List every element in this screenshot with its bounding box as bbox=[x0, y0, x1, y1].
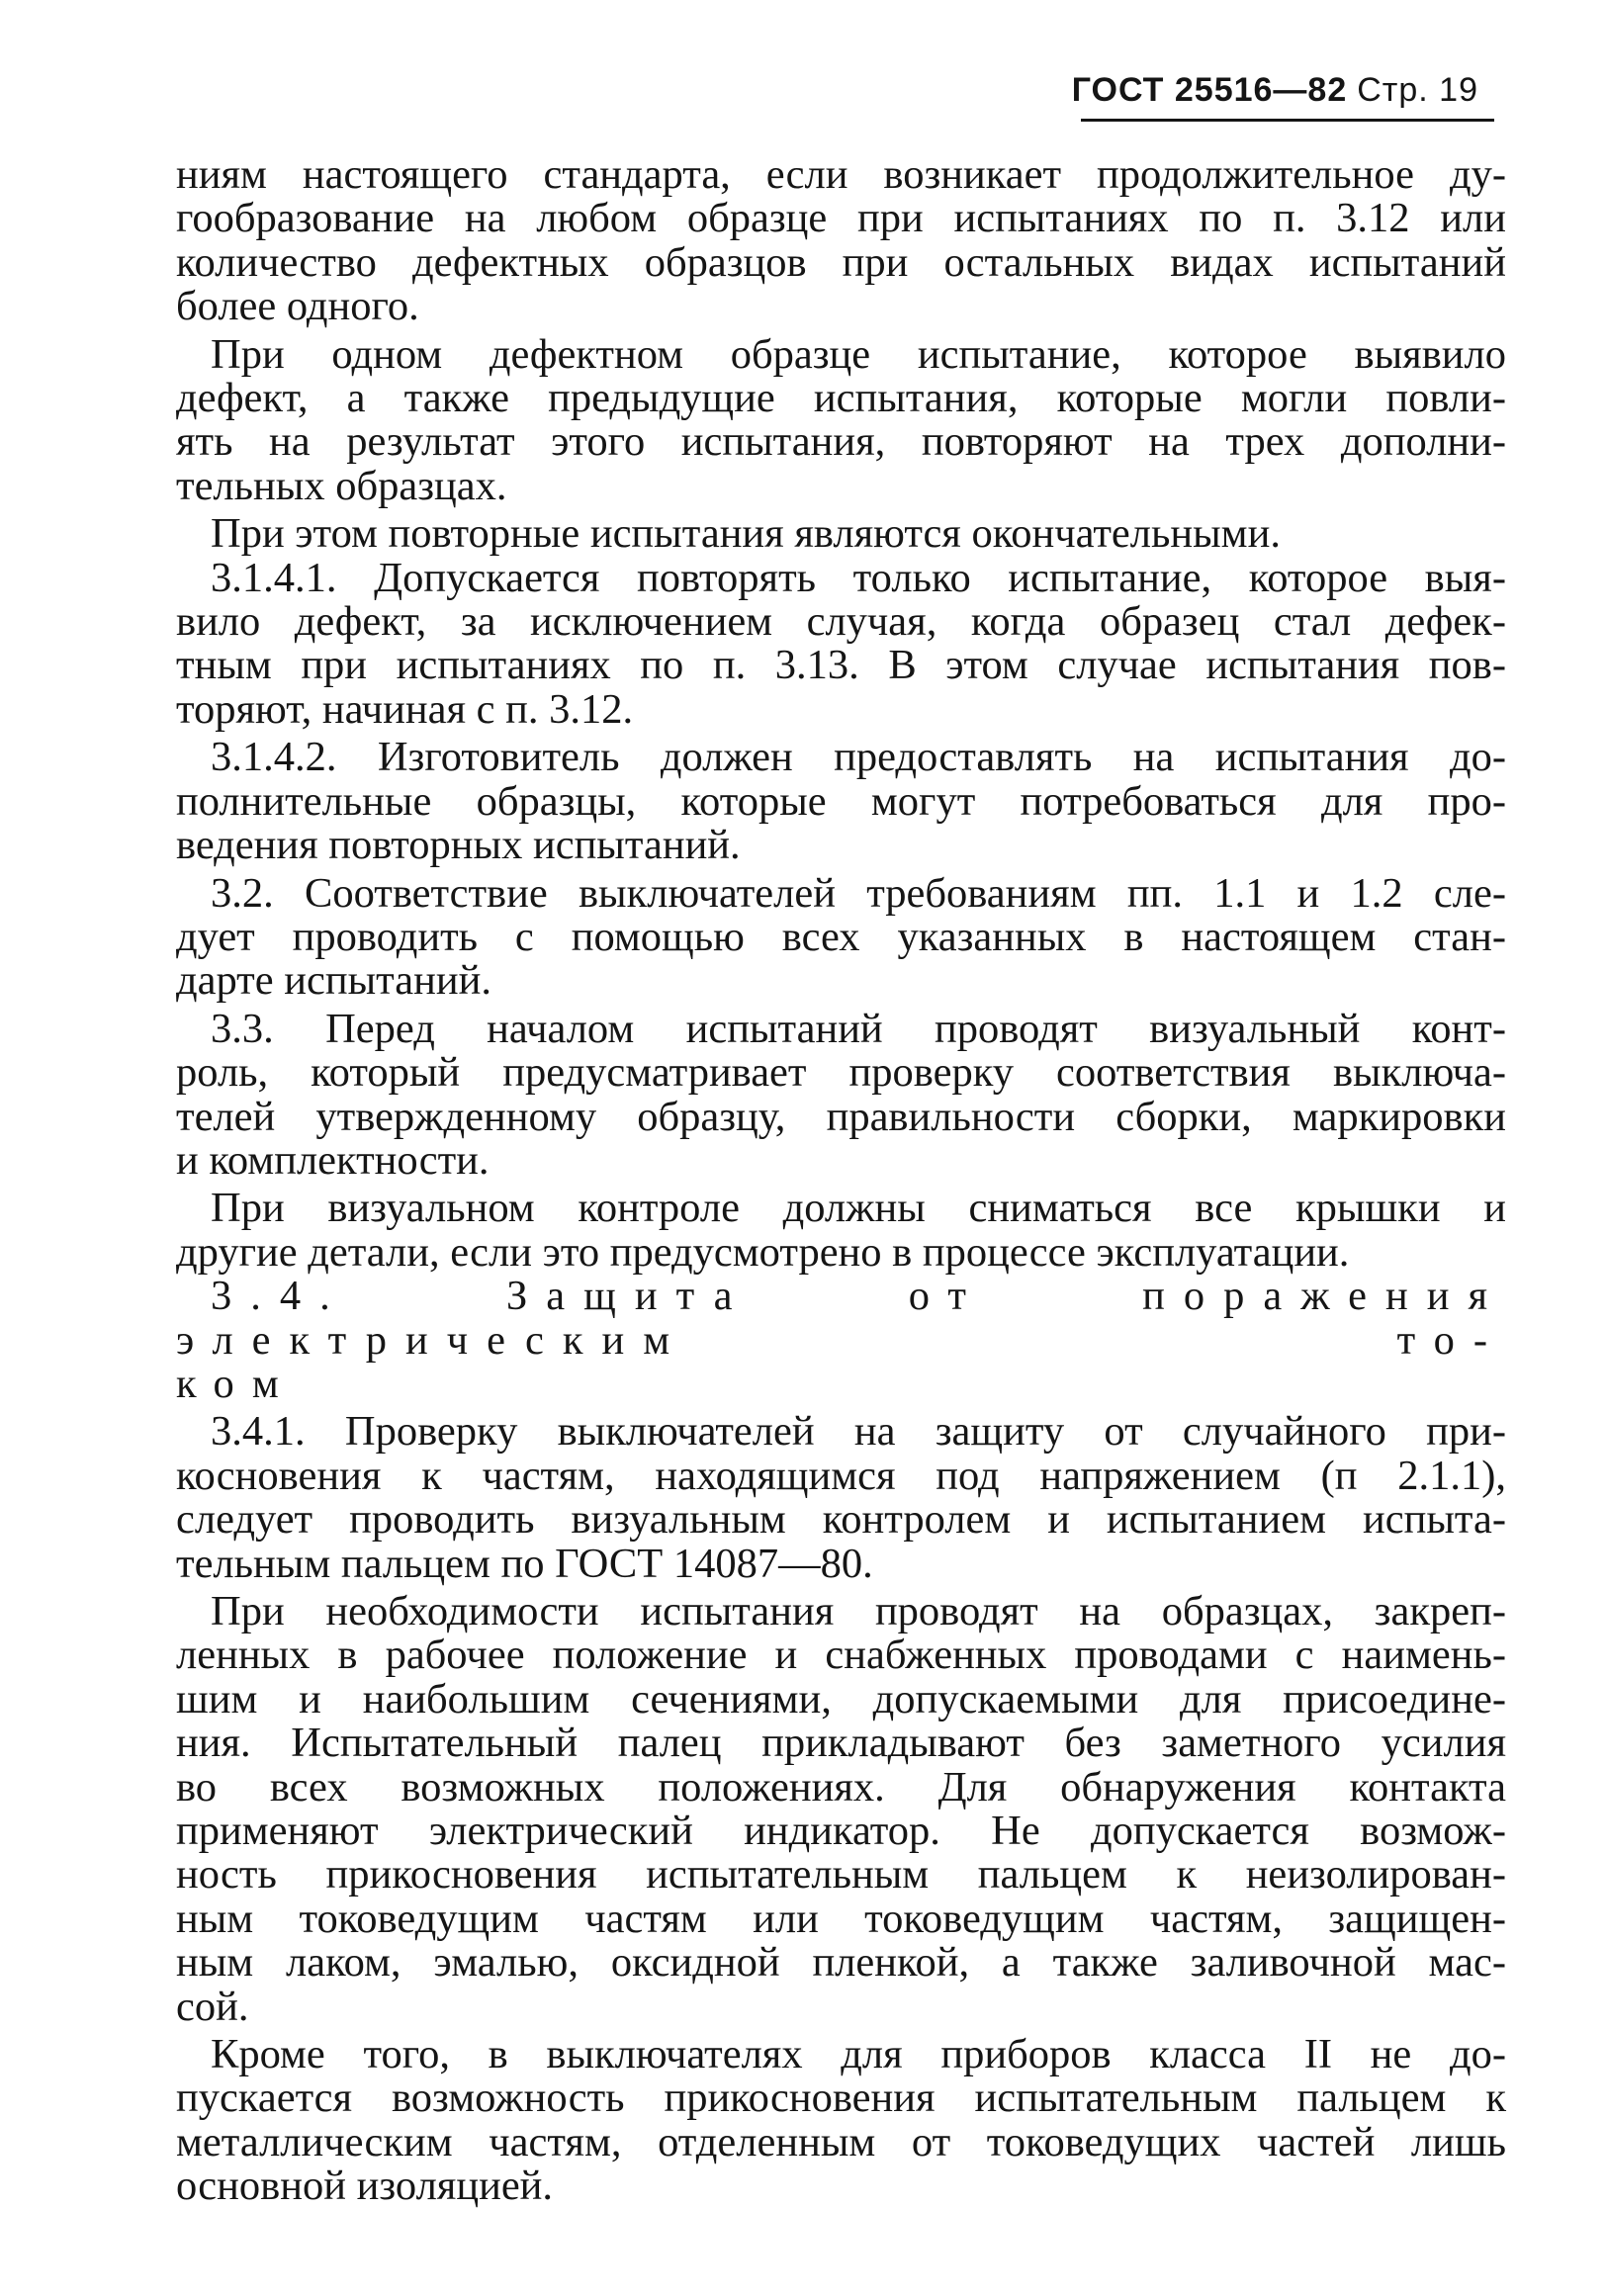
text-line: ность прикосновения испытательным пальцем к неизолирован- bbox=[176, 1851, 1506, 1899]
section-heading-cont: ком bbox=[176, 1360, 298, 1407]
text-line: 3.3. Перед началом испытаний проводят визуальный конт- bbox=[211, 1005, 1506, 1052]
text-line: 3.1.4.2. Изготовитель должен предоставлять на испытания до- bbox=[211, 734, 1506, 781]
text-line: следует проводить визуальным контролем и испытанием испыта- bbox=[176, 1496, 1506, 1544]
text-line: сой. bbox=[176, 1983, 249, 2030]
text-line: дарте испытаний. bbox=[176, 957, 491, 1005]
text-line: ным токоведущим частям или токоведущим частям, защищен- bbox=[176, 1895, 1506, 1942]
text-line: дефект, а также предыдущие испытания, которые могли повли- bbox=[176, 375, 1506, 422]
text-line: тным при испытаниях по п. 3.13. В этом случае испытания пов- bbox=[176, 642, 1506, 689]
section-heading: 3.4. Защита от поражения электрическим то- bbox=[176, 1273, 1506, 1364]
text-line: ленных в рабочее положение и снабженных проводами с наимень- bbox=[176, 1632, 1506, 1679]
text-line: другие детали, если это предусмотрено в процессе эксплуатации. bbox=[176, 1228, 1350, 1276]
text-line: При необходимости испытания проводят на образцах, закреп- bbox=[211, 1588, 1506, 1634]
text-line: роль, который предусматривает проверку соответствия выключа- bbox=[176, 1049, 1506, 1097]
text-line: При этом повторные испытания являются окончательными. bbox=[211, 510, 1281, 558]
text-line: ния. Испытательный палец прикладывают без заметного усилия bbox=[176, 1720, 1506, 1767]
text-line: количество дефектных образцов при остальных видах испытаний bbox=[176, 238, 1506, 286]
text-line: вило дефект, за исключением случая, когда образец стал дефек- bbox=[176, 598, 1506, 646]
text-line: тельным пальцем по ГОСТ 14087—80. bbox=[176, 1540, 873, 1587]
text-line: пускается возможность прикосновения испытательным пальцем к bbox=[176, 2075, 1506, 2122]
text-line: ведения повторных испытаний. bbox=[176, 822, 741, 869]
text-line: гообразование на любом образце при испытаниях по п. 3.12 или bbox=[176, 195, 1506, 242]
standard-number: ГОСТ 25516—82 bbox=[1071, 71, 1348, 109]
text-line: применяют электрический индикатор. Не допускается возмож- bbox=[176, 1808, 1506, 1855]
text-line: во всех возможных положениях. Для обнаружения контакта bbox=[176, 1763, 1506, 1810]
text-line: 3.2. Соответствие выключателей требованиям пп. 1.1 и 1.2 сле- bbox=[211, 869, 1506, 917]
text-line: телей утвержденному образцу, правильности сборки, маркировки bbox=[176, 1093, 1506, 1140]
text-line: ниям настоящего стандарта, если возникает продолжительное ду- bbox=[176, 151, 1506, 198]
text-line: полнительные образцы, которые могут потребоваться для про- bbox=[176, 777, 1506, 825]
text-line: 3.1.4.1. Допускается повторять только испытание, которое выя- bbox=[211, 554, 1506, 601]
text-line: При одном дефектном образце испытание, которое выявило bbox=[211, 330, 1506, 378]
text-line: металлическим частям, отделенным от токоведущих частей лишь bbox=[176, 2118, 1506, 2165]
text-line: косновения к частям, находящимся под напряжением (п 2.1.1), bbox=[176, 1452, 1506, 1499]
text-line: тельных образцах. bbox=[176, 462, 507, 509]
text-line: и комплектности. bbox=[176, 1136, 490, 1184]
text-line: ным лаком, эмалью, оксидной пленкой, а также заливочной мас- bbox=[176, 1939, 1506, 1987]
header-rule bbox=[1081, 119, 1494, 122]
text-line: основной изоляцией. bbox=[176, 2163, 554, 2210]
text-line: дует проводить с помощью всех указанных в настоящем стан- bbox=[176, 913, 1506, 960]
text-line: Кроме того, в выключателях для приборов класса II не до- bbox=[211, 2031, 1506, 2078]
text-line: При визуальном контроле должны сниматься все крышки и bbox=[211, 1185, 1506, 1232]
text-line: более одного. bbox=[176, 283, 419, 330]
running-header bbox=[1053, 71, 1478, 110]
body-text bbox=[176, 153, 1506, 2209]
text-line: ять на результат этого испытания, повторяют на трех дополни- bbox=[176, 418, 1506, 466]
text-line: торяют, начиная с п. 3.12. bbox=[176, 685, 634, 733]
text-line: 3.4.1. Проверку выключателей на защиту от случайного при- bbox=[211, 1408, 1506, 1456]
page-number: Стр. 19 bbox=[1357, 71, 1478, 109]
text-line: шим и наибольшим сечениями, допускаемыми для присоедине- bbox=[176, 1675, 1506, 1722]
